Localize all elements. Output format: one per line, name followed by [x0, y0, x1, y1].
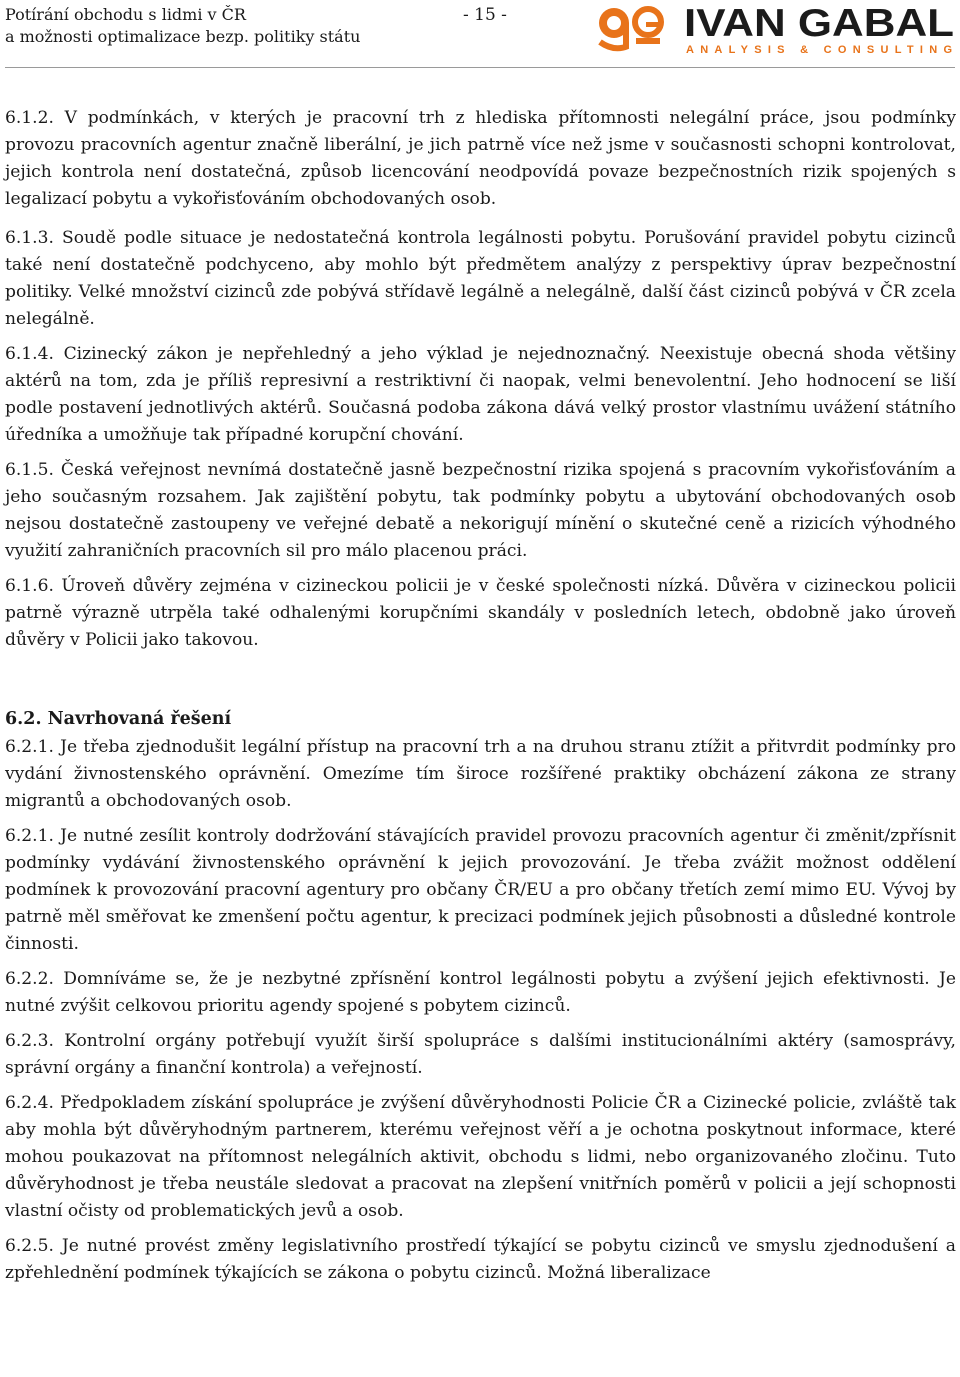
paragraph-6-1-5: 6.1.5. Česká veřejnost nevnímá dostatečně jasně bezpečnostní rizika spojená s pracovním vykořisťováním a jeho současným rozsahem. Jak zajištění pobytu, tak podmínky pobytu a ubytování obchodovaných osob nejsou dostatečně zastoupeny ve veřejné debatě a nekorigují mínění o skutečné ceně a rizicích výhodného využití zahraničních pracovních sil pro málo placenou práci. [5, 460, 956, 561]
section-heading: 6.2. Navrhovaná řešení [5, 709, 232, 729]
paragraph-6-2-3: 6.2.3. Kontrolní orgány potřebují využít širší spolupráce s dalšími institucionálními aktéry (samosprávy, správní orgány a finanční kontrola) a veřejností. [5, 1031, 956, 1078]
logo-name: IVAN GABAL [684, 2, 954, 45]
paragraph-6-1-4: 6.1.4. Cizinecký zákon je nepřehledný a jeho výklad je nejednoznačný. Neexistuje obecná shoda většiny aktérů na tom, zda je příliš represivní a restriktivní či naopak, velmi benevolentní. Jeho hodnocení se liší podle postavení jednotlivých aktérů. Současná podoba zákona dává velký prostor vlastnímu uvážení státního úředníka a umožňuje tak případné korupční chování. [5, 344, 956, 445]
paragraph-6-1-2: 6.1.2. V podmínkách, v kterých je pracovní trh z hlediska přítomnosti nelegální práce, jsou podmínky provozu pracovních agentur značně liberální, je jich patrně více než jsme v současnosti schopni kontrolovat, jejich kontrola není dostatečná, způsob licencování neodpovídá povaze bezpečnostních rizik spojených s legalizací pobytu a vykořisťováním obchodovaných osob. [5, 108, 956, 209]
document-body [5, 105, 956, 1295]
paragraph-6-2-2: 6.2.2. Domníváme se, že je nezbytné zpřísnění kontrol legálnosti pobytu a zvýšení jejich efektivnosti. Je nutné zvýšit celkovou prioritu agendy spojené s pobytem cizinců. [5, 969, 956, 1016]
paragraph-6-2-1b: 6.2.1. Je nutné zesílit kontroly dodržování stávajících pravidel provozu pracovních agentur či změnit/zpřísnit podmínky vydávání živnostenského oprávnění k jejich provozování. Je třeba zvážit možnost oddělení podmínek k provozování pracovní agentury pro občany ČR/EU a pro občany třetích zemí mimo EU. Vývoj by patrně měl směřovat ke zmenšení počtu agentur, k precizaci podmínek jejich působnosti a důsledné kontrole činnosti. [5, 826, 956, 954]
logo-emblem-icon [599, 8, 661, 48]
ivan-gabal-logo [588, 2, 955, 56]
paragraph-6-2-4: 6.2.4. Předpokladem získání spolupráce je zvýšení důvěryhodnosti Policie ČR a Cizinecké policie, zvláště tak aby mohla být důvěryhodným partnerem, kterému veřejnost věří a je ochotna poskytnout informace, které mohou poukazovat na přítomnost nelegálních aktivit, obchodu s lidmi, nebo organizovaného zločinu. Tuto důvěryhodnost je třeba neustále sledovat a pracovat na zlepšení vnitřních poměrů v policii a její schopnosti vlastní očisty od problematických jevů a osob. [5, 1093, 956, 1221]
document-title [5, 4, 360, 48]
page-number: - 15 - [463, 5, 507, 25]
paragraph-6-2-1a: 6.2.1. Je třeba zjednodušit legální přístup na pracovní trh a na druhou stranu ztížit a přitvrdit podmínky pro vydání živnostenského oprávnění. Omezíme tím široce rozšířené praktiky obcházení zákona ze strany migrantů a obchodovaných osob. [5, 737, 956, 811]
paragraph-6-1-6: 6.1.6. Úroveň důvěry zejména v cizineckou policii je v české společnosti nízká. Důvěra v cizineckou policii patrně výrazně utrpěla také odhalenými korupčními skandály v posledních letech, obdobně jako úroveň důvěry v Policii jako takovou. [5, 576, 956, 650]
header-divider [5, 67, 955, 68]
logo-tagline: ANALYSIS & CONSULTING [686, 44, 952, 56]
paragraph-6-2-5: 6.2.5. Je nutné provést změny legislativního prostředí týkající se pobytu cizinců ve smyslu zjednodušení a zpřehlednění podmínek týkajících se zákona o pobytu cizinců. Možná liberalizace [5, 1236, 956, 1283]
paragraph-6-1-3: 6.1.3. Soudě podle situace je nedostatečná kontrola legálnosti pobytu. Porušování pravidel pobytu cizinců také není dostatečně podchyceno, aby mohlo být předmětem analýzy z perspektivy úprav bezpečnostní politiky. Velké množství cizinců zde pobývá střídavě legálně a nelegálně, další část cizinců pobývá v ČR zcela nelegálně. [5, 228, 956, 329]
page-header [5, 0, 955, 70]
document-title-line1: Potírání obchodu s lidmi v ČR [5, 5, 246, 24]
document-title-line2: a možnosti optimalizace bezp. politiky státu [5, 27, 361, 46]
